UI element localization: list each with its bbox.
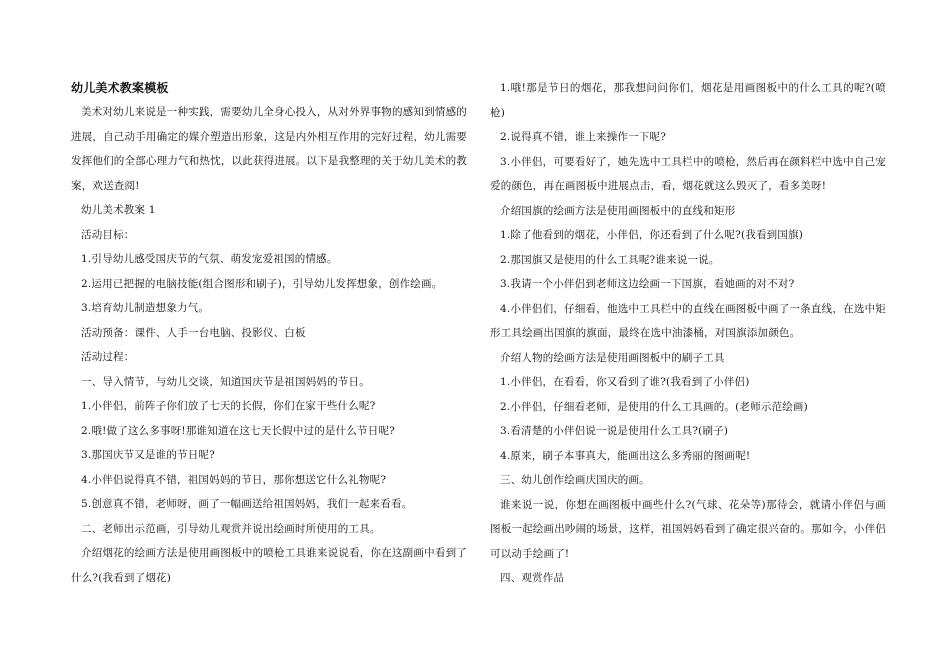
list-item: 1.哦!那是节日的烟花，那我想问问你们，烟花是用画图板中的什么工具的呢?(喷枪) — [490, 82, 886, 119]
list-item: 2.哦!做了这么多事呀!那谁知道在这七天长假中过的是什么节日呢? — [81, 424, 395, 437]
body-paragraph: 介绍烟花的绘画方法是使用画图板中的喷枪工具谁来说说看，你在这副画中看到了什么?(我看到了烟花) — [71, 547, 467, 584]
section-heading: 一、导入情节，与幼儿交谈，知道国庆节是祖国妈妈的节日。 — [81, 375, 370, 388]
document-title: 幼儿美术教案模板 — [71, 81, 169, 95]
right-column — [490, 76, 886, 591]
list-item: 1.小伴侣，在看看，你又看到了谁?(我看到了小伴侣) — [500, 376, 750, 388]
list-item: 3.我请一个小伴侣到老师这边绘画一下国旗，看她画的对不对? — [500, 278, 795, 290]
list-item: 3.看清楚的小伴侣说一说是使用什么工具?(刷子) — [500, 425, 729, 437]
list-item: 2.小伴侣，仔细看老师，是使用的什么工具画的。(老师示范绘画) — [500, 400, 808, 413]
section-heading: 四、观赏作品 — [500, 572, 565, 584]
list-item: 4.小伴侣们，仔细看，他选中工具栏中的直线在画图板中画了一条直线，在选中矩形工具绘画出国旗的旗面，最终在选中油漆桶，对国旗添加颜色。 — [490, 302, 886, 339]
intro-paragraph: 美术对幼儿来说是一种实践，需要幼儿全身心投入，从对外界事物的感知到情感的进展，自己动手用确定的媒介塑造出形象，这是内外相互作用的完好过程，幼儿需要发挥他们的全部心理力气和热忱，以此获得进展。以下是我整理的关于幼儿美术的教案，欢送查阅! — [71, 106, 467, 192]
list-item: 3.小伴侣，可要看好了，她先选中工具栏中的喷枪，然后再在颜料栏中选中自己宠爱的颜色，再在画图板中进展点击，看，烟花就这么毁灭了，看多美呀! — [490, 155, 886, 192]
list-item: 3.那国庆节又是谁的节日呢? — [81, 449, 215, 461]
list-item: 4.小伴侣说得真不错，祖国妈妈的节日，那你想送它什么礼物呢? — [81, 473, 387, 486]
list-item: 2.那国旗又是使用的什么工具呢?谁来说一说。 — [500, 253, 720, 266]
list-item: 5.创意真不错，老师呀，画了一幅画送给祖国妈妈，我们一起来看看。 — [81, 498, 413, 510]
process-label: 活动过程： — [81, 351, 135, 363]
left-column — [71, 76, 467, 590]
subsection-heading: 介绍人物的绘画方法是使用画图板中的刷子工具 — [500, 351, 725, 364]
objectives-label: 活动目标： — [81, 228, 135, 241]
objective-item: 1.引导幼儿感受国庆节的气氛、萌发宠爱祖国的情感。 — [81, 253, 338, 265]
section-heading: 二、老师出示范画，引导幼儿观赏并说出绘画时所使用的工具。 — [81, 522, 381, 535]
list-item: 1.小伴侣，前阵子你们放了七天的长假，你们在家干些什么呢? — [81, 400, 376, 412]
objective-item: 2.运用已把握的电脑技能(组合图形和刷子)，引导幼儿发挥想象，创作绘画。 — [81, 277, 443, 290]
subsection-heading: 介绍国旗的绘画方法是使用画图板中的直线和矩形 — [500, 204, 736, 217]
list-item: 4.原来，刷子本事真大，能画出这么多秀丽的图画呢! — [500, 449, 751, 462]
section-heading: 三、幼儿创作绘画庆国庆的画。 — [500, 474, 650, 486]
list-item: 1.除了他看到的烟花，小伴侣，你还看到了什么呢?(我看到国旗) — [500, 229, 804, 241]
lesson-heading: 幼儿美术教案 1 — [81, 204, 156, 216]
preparation-line: 活动预备：课件、人手一台电脑、投影仪、白板 — [81, 326, 306, 339]
objective-item: 3.培育幼儿制造想象力气。 — [81, 302, 210, 314]
list-item: 2.说得真不错，谁上来操作一下呢? — [500, 131, 667, 143]
body-paragraph: 谁来说一说，你想在画图板中画些什么?(气球、花朵等)那待会，就请小伴侣与画图板一起绘画出吵闹的场景，这样，祖国妈妈看到了确定很兴奋的。那如今，小伴侣可以动手绘画了! — [490, 498, 886, 560]
